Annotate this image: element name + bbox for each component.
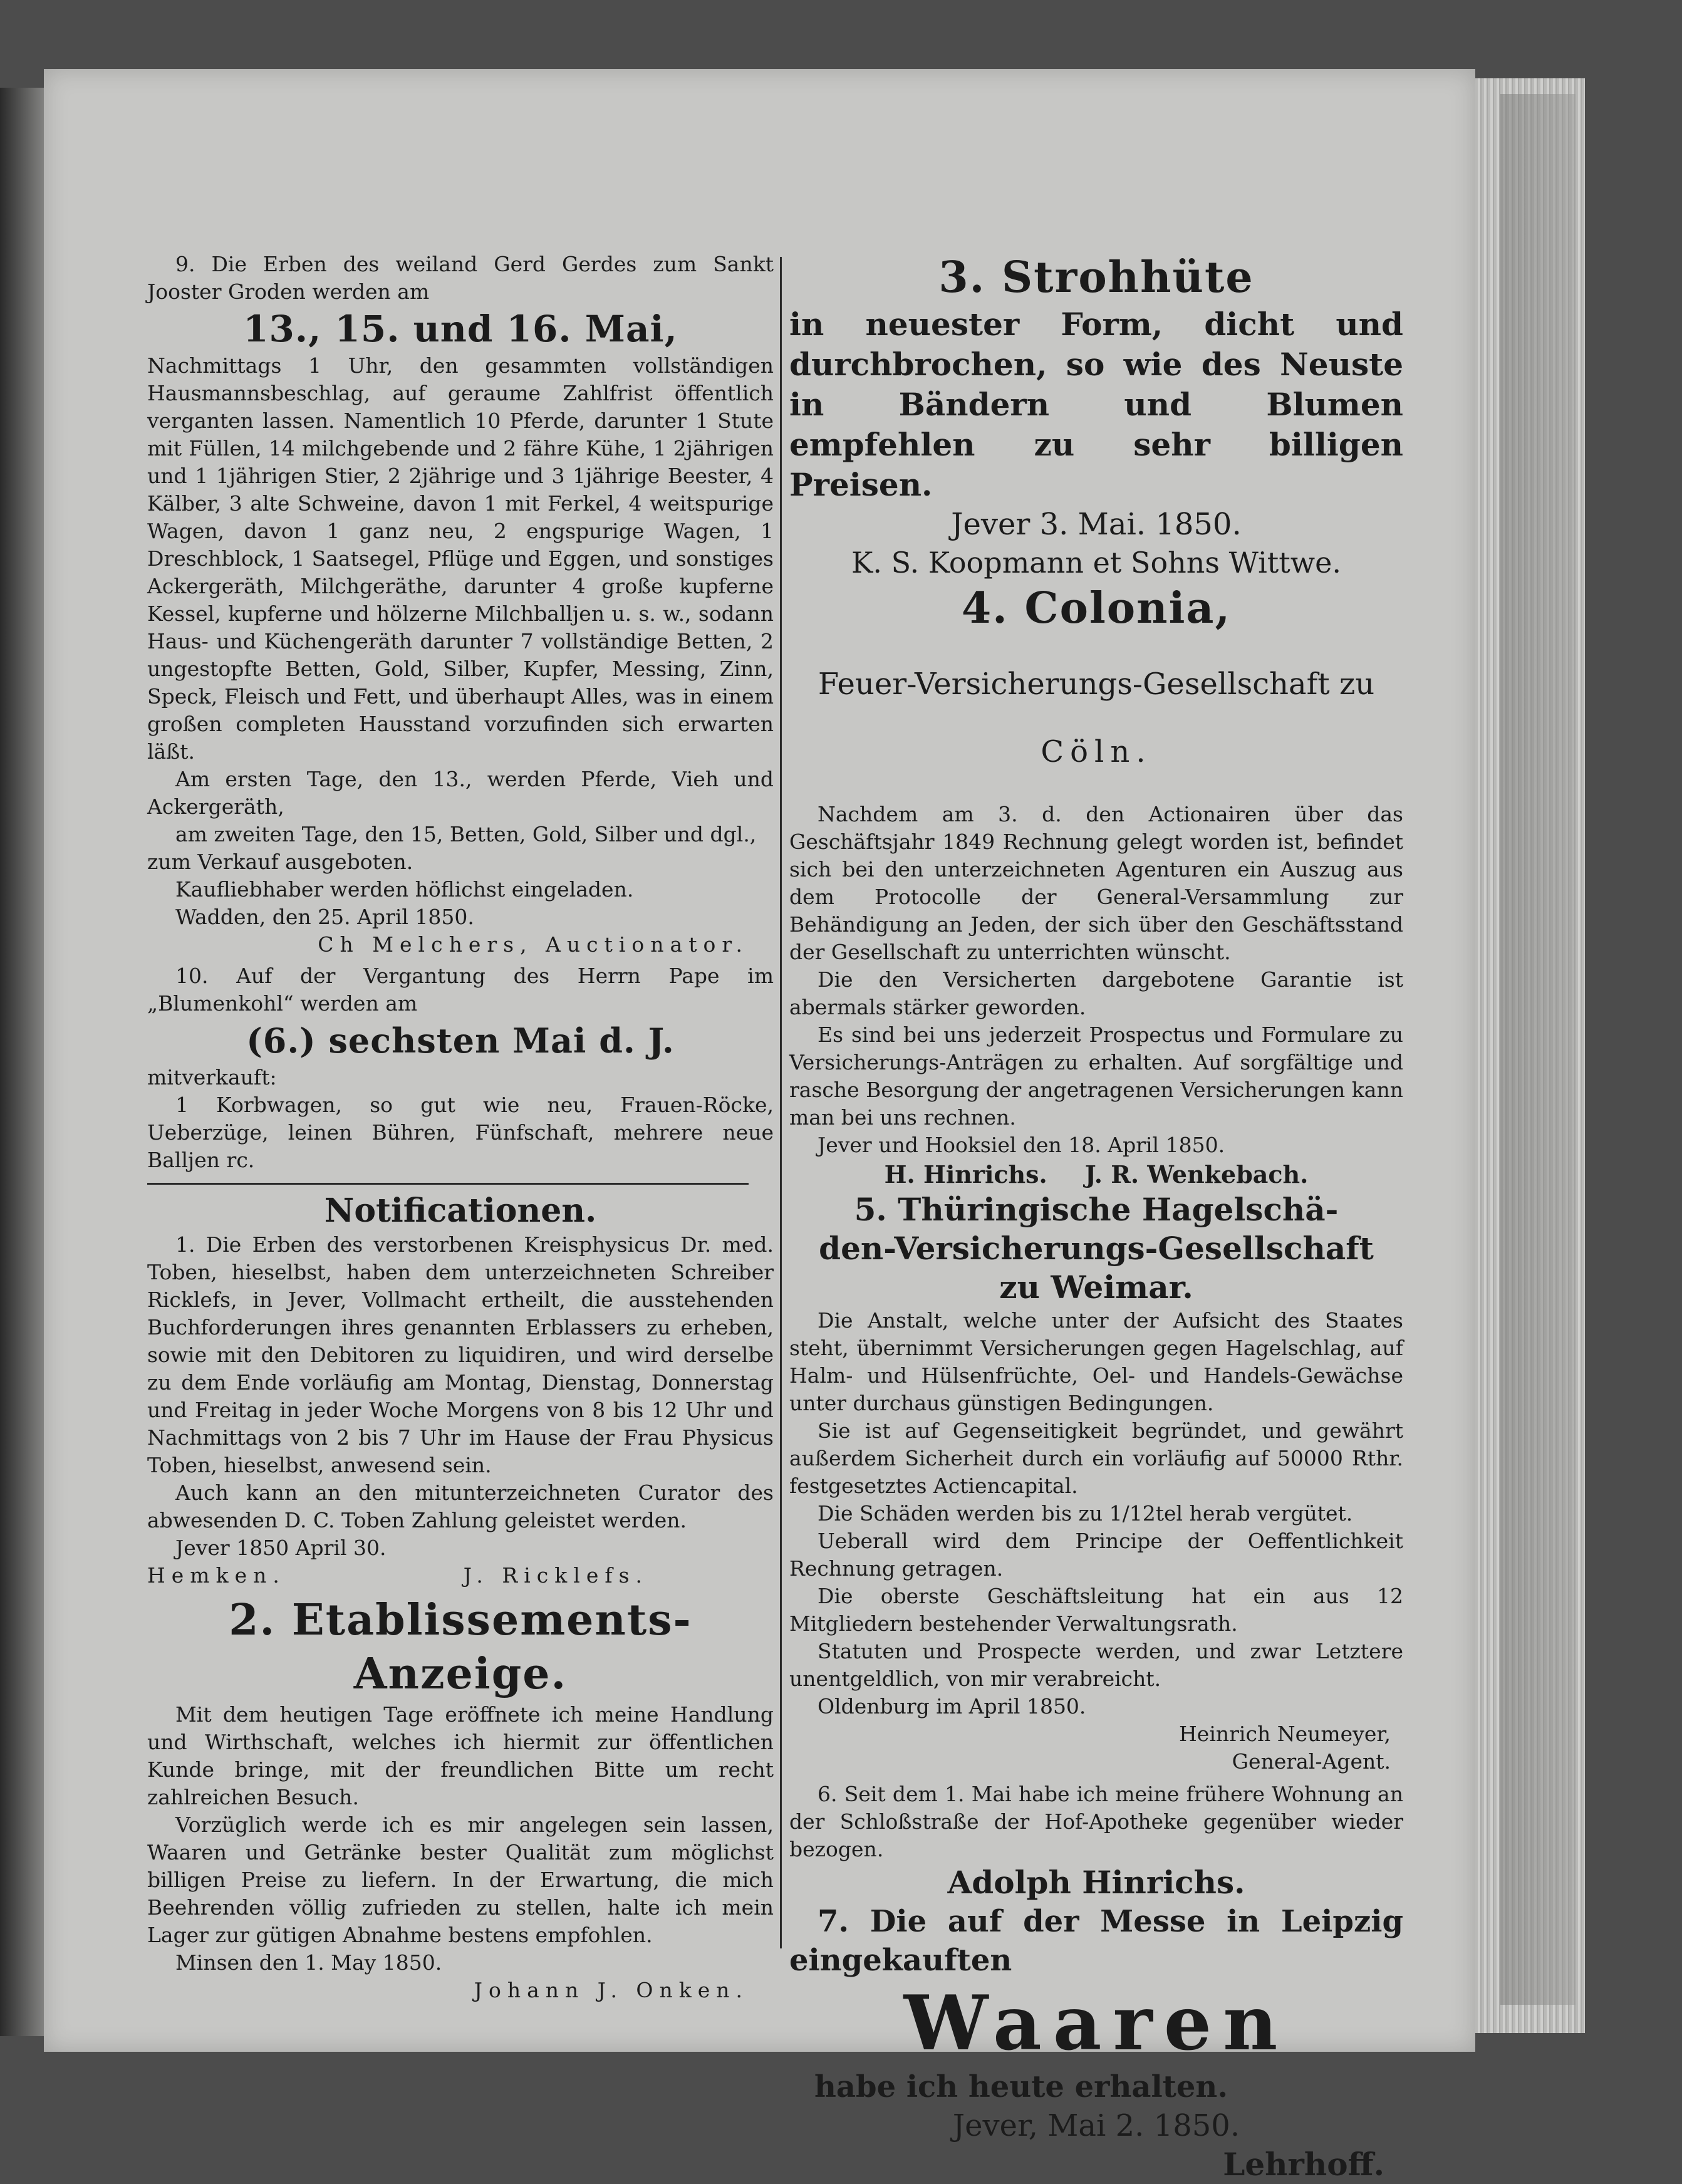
notice-10-items: 1 Korbwagen, so gut wie neu, Frauen-Röcke, Ueberzüge, leinen Bühren, Fünfschaft, mehrere neue Balljen rc.: [147, 1093, 774, 1172]
notice-10-date: (6.) sechsten Mai d. J.: [246, 1021, 675, 1061]
right-column: [789, 251, 1403, 2184]
notice-3-title: 3. Strohhüte: [938, 252, 1254, 303]
notice-6-body: 6. Seit dem 1. Mai habe ich meine frühere Wohnung an der Schloßstraße der Hof-Apotheke gegenüber wieder bezogen.: [789, 1782, 1403, 1861]
notice-2-place: Minsen den 1. May 1850.: [175, 1950, 442, 1975]
notice-4-signatures: [789, 1159, 1403, 1190]
notice-4-body3: Es sind bei uns jederzeit Prospectus und Formulare zu Versicherungs-Anträgen zu erhalten. Auf sorgfältige und rasche Besorgung der angetragenen Versicherungen kann man bei uns rechnen.: [789, 1022, 1403, 1130]
notice-6-signer: Adolph Hinrichs.: [947, 1864, 1245, 1901]
notice-7-date: Jever, Mai 2. 1850.: [952, 2108, 1240, 2143]
notification-1-signatures: [147, 1562, 648, 1589]
book-cover-edge: [1500, 94, 1576, 2005]
notice-5-body3: Die Schäden werden bis zu 1/12tel herab vergütet.: [818, 1501, 1353, 1526]
notice-4-body1: Nachdem am 3. d. den Actionairen über das Geschäftsjahr 1849 Rechnung gelegt worden ist, befindet sich bei den unterzeichneten Agenturen ein Auszug aus dem Protocolle der General-Versammlung zur Behändigung an Jeden, der sich über den Geschäftsstand der Gesellschaft zu unterrichten wünscht.: [789, 802, 1403, 964]
notice-4-body2: Die den Versicherten dargebotene Garantie ist abermals stärker geworden.: [789, 967, 1403, 1019]
notice-9-intro: 9. Die Erben des weiland Gerd Gerdes zum Sankt Jooster Groden werden am: [147, 252, 774, 304]
notice-2-title-line2: Anzeige.: [353, 1649, 568, 1699]
notice-2-body1: Mit dem heutigen Tage eröffnete ich meine Handlung und Wirthschaft, welches ich hiermit zur öffentlichen Kunde bringe, mit der freundlichen Bitte um recht zahlreichen Besuch.: [147, 1702, 774, 1809]
notice-9-day1: Am ersten Tage, den 13., werden Pferde, Vieh und Ackergeräth,: [147, 767, 774, 819]
notice-9-place: Wadden, den 25. April 1850.: [175, 905, 474, 929]
notice-5-title-line2: den-Versicherungs-Gesellschaft: [819, 1230, 1374, 1267]
notice-5-body5: Die oberste Geschäftsleitung hat ein aus 12 Mitgliedern bestehender Verwaltungsrath.: [789, 1584, 1403, 1636]
notice-4-subtitle-line2: Cöln.: [1041, 734, 1152, 769]
notice-4-date: Jever und Hooksiel den 18. April 1850.: [818, 1133, 1225, 1157]
notification-1-date: Jever 1850 April 30.: [175, 1536, 387, 1560]
notice-5-title-line1: 5. Thüringische Hagelschä-: [854, 1191, 1339, 1228]
notice-9-day2: am zweiten Tage, den 15, Betten, Gold, Silber und dgl.,: [175, 822, 757, 846]
notice-9-body: Nachmittags 1 Uhr, den gesammten vollständigen Hausmannsbeschlag, auf geraume Zahlfrist öffentlich verganten lassen. Namentlich 10 Pferde, darunter 1 Stute mit Füllen, 14 milchgebende und 2 fähre Kühe, 1 2jährigen und 1 1jährigen Stier, 2 2jährige und 3 1jährige Beester, 4 Kälber, 3 alte Schweine, davon 1 mit Ferkel, 4 weitspurige Wagen, davon 1 ganz neu, 2 engspurige Wagen, 1 Dreschblock, 1 Saatsegel, Pflüge und Eggen, und sonstiges Ackergeräth, Milchgeräthe, darunter 4 große kupferne Kessel, kupferne und hölzerne Milchballjen u. s. w., sodann Haus- und Küchengeräth darunter 7 vollständige Betten, 2 ungestopfte Betten, Gold, Silber, Kupfer, Messing, Zinn, Speck, Fleisch und Fett, und überhaupt Alles, was in einem großen completen Hausstand vorzufinden sich erwarten läßt.: [147, 353, 774, 764]
notice-7-line: habe ich heute erhalten.: [814, 2069, 1228, 2104]
notification-1-curator: Auch kann an den mitunterzeichneten Curator des abwesenden D. C. Toben Zahlung geleistet werden.: [147, 1480, 774, 1532]
notice-10-mit: mitverkauft:: [147, 1065, 277, 1089]
notifications-title: Notificationen.: [324, 1192, 597, 1230]
notice-7-signer: Lehrhoff.: [1223, 2146, 1384, 2183]
notice-9-dates: 13., 15. und 16. Mai,: [243, 308, 678, 350]
notice-10-intro: 10. Auf der Vergantung des Herrn Pape im „Blumenkohl“ werden am: [147, 964, 774, 1016]
notice-3-body: in neuester Form, dicht und durchbrochen, so wie des Neuste in Bändern und Blumen empfehlen zu sehr billigen Preisen.: [789, 306, 1403, 503]
notice-5-body1: Die Anstalt, welche unter der Aufsicht des Staates steht, übernimmt Versicherungen gegen Hagelschlag, auf Halm- und Hülsenfrüchte, Oel- und Handels-Gewächse unter durchaus günstigen Bedingungen.: [789, 1308, 1403, 1415]
notice-2-signer: Johann J. Onken.: [474, 1978, 749, 2002]
notice-3-signer: K. S. Koopmann et Sohns Wittwe.: [851, 546, 1341, 580]
notice-5-body6: Statuten und Prospecte werden, und zwar Letztere unentgeldlich, von mir verabreicht.: [789, 1639, 1403, 1691]
notice-3-date: Jever 3. Mai. 1850.: [951, 507, 1242, 542]
notice-7-waaren: Waaren: [903, 1979, 1289, 2067]
notice-9-signer: Ch Melchers, Auctionator.: [318, 932, 749, 957]
notice-5-role: General-Agent.: [1232, 1749, 1391, 1774]
notice-7-intro: 7. Die auf der Messe in Leipzig eingekauften: [789, 1904, 1403, 1978]
signature-ricklefs: J. Ricklefs.: [463, 1563, 648, 1588]
newspaper-page: [44, 69, 1475, 2183]
notice-5-body2: Sie ist auf Gegenseitigkeit begründet, und gewährt außerdem Sicherheit durch ein vorläufig auf 50000 Rthr. festgesetztes Actiencapital.: [789, 1418, 1403, 1498]
signature-wenkebach: J. R. Wenkebach.: [1084, 1160, 1309, 1188]
notification-1-body: 1. Die Erben des verstorbenen Kreisphysicus Dr. med. Toben, hieselbst, haben dem unterzeichneten Schreiber Ricklefs, in Jever, Vollmacht ertheilt, die ausstehenden Buchforderungen ihres genannten Erblassers zu erheben, sowie mit den Debitoren zu liquidiren, und wird derselbe zu dem Ende vorläufig am Montag, Dienstag, Donnerstag und Freitag in jeder Woche Morgens von 8 bis 12 Uhr und Nachmittags von 2 bis 7 Uhr im Hause der Frau Physicus Toben, hieselbst, anwesend sein.: [147, 1232, 774, 1477]
notice-9-invite: Kaufliebhaber werden höflichst eingeladen.: [175, 877, 634, 902]
left-column: [147, 251, 774, 2004]
notice-9-day3: zum Verkauf ausgeboten.: [147, 850, 413, 874]
column-rule: [780, 257, 782, 1948]
notice-5-signer: Heinrich Neumeyer,: [1179, 1722, 1391, 1746]
signature-hinrichs: H. Hinrichs.: [884, 1160, 1047, 1188]
notice-4-title: 4. Colonia,: [961, 583, 1232, 633]
notice-4-subtitle-line1: Feuer-Versicherungs-Gesellschaft zu: [818, 667, 1375, 702]
signature-hemken: Hemken.: [147, 1563, 286, 1588]
notice-2-body2: Vorzüglich werde ich es mir angelegen sein lassen, Waaren und Getränke bester Qualität zum möglichst billigen Preise zu liefern. In der Erwartung, die mich Beehrenden völlig zufrieden zu stellen, halte ich mein Lager zur gütigen Abnahme bestens empfohlen.: [147, 1812, 774, 1947]
notice-2-title-line1: 2. Etablissements-: [229, 1595, 692, 1645]
notice-5-body4: Ueberall wird dem Principe der Oeffentlichkeit Rechnung getragen.: [789, 1529, 1403, 1581]
notice-5-title-line3: zu Weimar.: [999, 1269, 1193, 1306]
notice-5-date: Oldenburg im April 1850.: [818, 1694, 1086, 1719]
section-divider: [147, 1183, 749, 1185]
